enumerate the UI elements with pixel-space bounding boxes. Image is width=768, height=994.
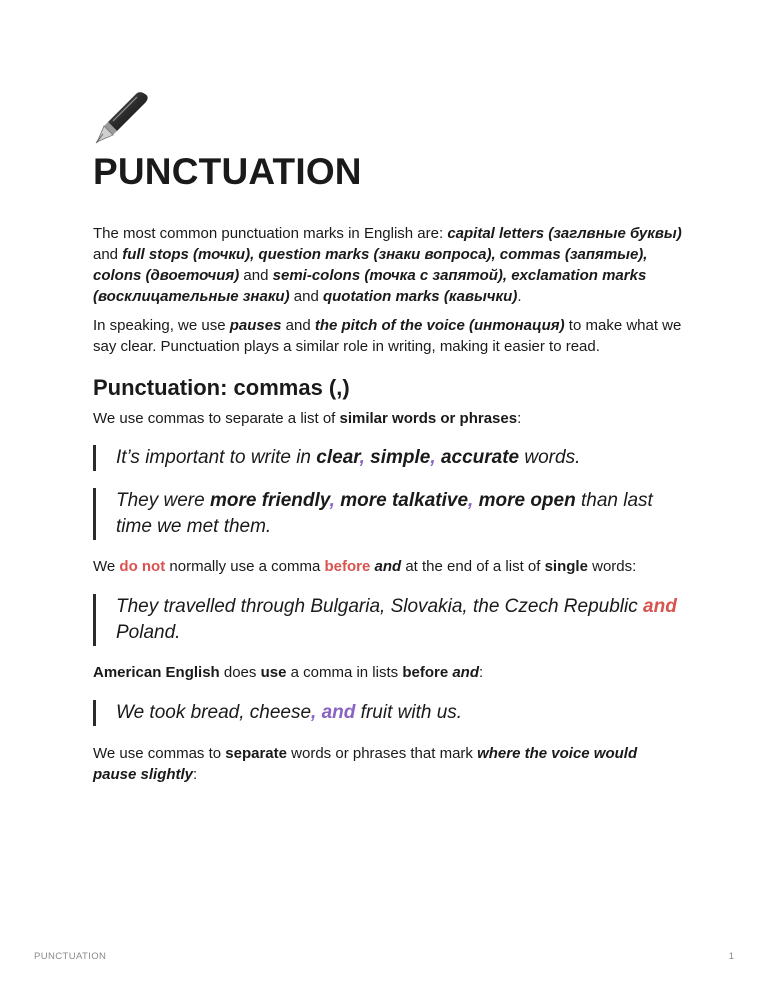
fountain-pen-icon (93, 90, 149, 146)
example-quote-3: They travelled through Bulgaria, Slovakia, the Czech Republic and Poland. (93, 594, 683, 646)
footer-title: PUNCTUATION (34, 951, 107, 962)
intro-paragraph: The most common punctuation marks in English are: capital letters (заглвные буквы) and full stops (точки), question marks (знаки вопроса), commas (запятые), colons (двоеточия) and semi-colons (точка с запятой), exclamation marks (восклицательные знаки) and quotation marks (кавычки). (93, 225, 682, 305)
page-content (93, 90, 683, 785)
example-quote-1: It’s important to write in clear, simple, accurate words. (93, 445, 683, 471)
single-words-rule-paragraph: We do not normally use a comma before and at the end of a list of single words: (93, 558, 637, 575)
example-quote-4: We took bread, cheese, and fruit with us. (93, 700, 683, 726)
commas-intro-paragraph: We use commas to separate a list of similar words or phrases: (93, 410, 522, 427)
american-english-paragraph: American English does use a comma in lists before and: (93, 664, 484, 681)
speaking-paragraph: In speaking, we use pauses and the pitch of the voice (интонация) to make what we say clear. Punctuation plays a similar role in writing, making it easier to read. (93, 317, 682, 355)
page-number: 1 (728, 951, 734, 962)
separate-paragraph: We use commas to separate words or phrases that mark where the voice would pause slightly: (93, 745, 638, 783)
page-title: PUNCTUATION (93, 151, 362, 192)
example-quote-2: They were more friendly, more talkative, more open than last time we met them. (93, 488, 683, 540)
section-heading: Punctuation: commas (,) (93, 375, 350, 400)
